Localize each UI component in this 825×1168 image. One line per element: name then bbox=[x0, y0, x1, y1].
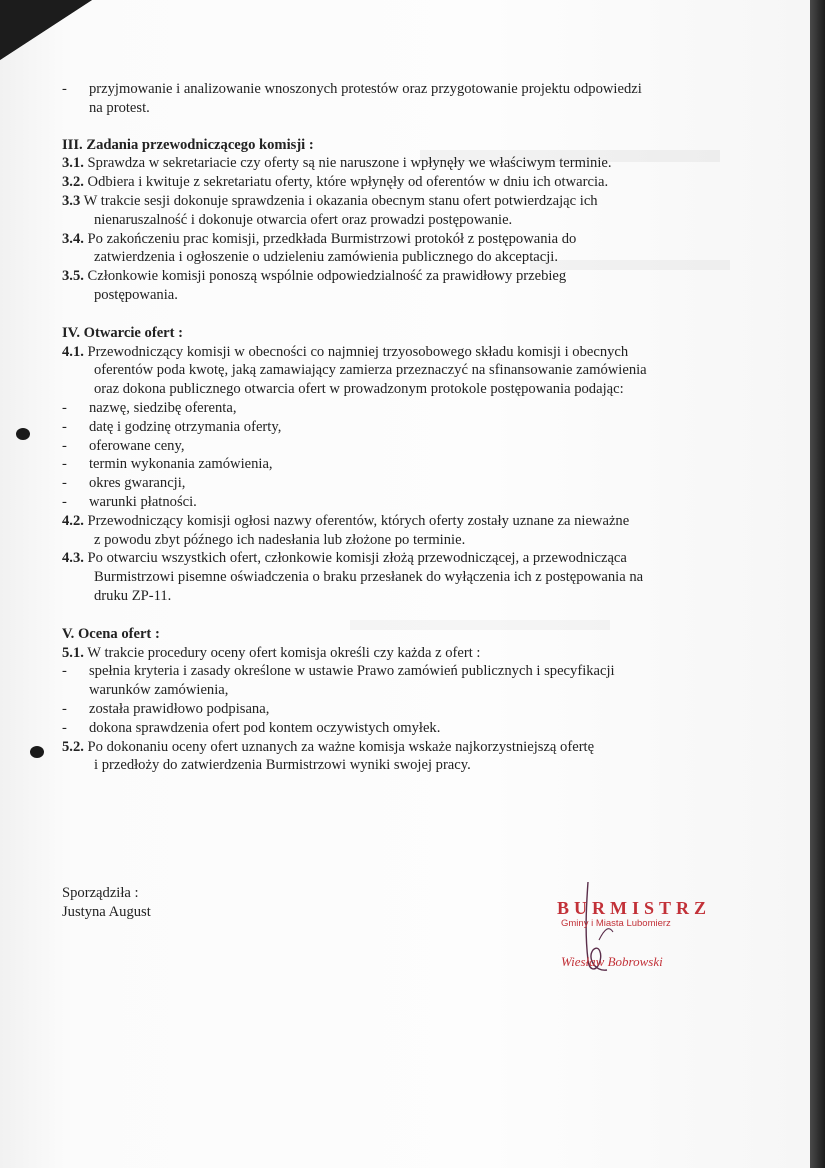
intro-line: przyjmowanie i analizowanie wnoszonych protestów oraz przygotowanie projektu odpowiedzi bbox=[89, 81, 642, 97]
bullet-text: spełnia kryteria i zasady określone w ustawie Prawo zamówień publicznych i specyfikacji bbox=[89, 663, 615, 680]
bullet-text: została prawidłowo podpisana, bbox=[89, 700, 270, 717]
intro-item: - przyjmowanie i analizowanie wnoszonych protestów oraz przygotowanie projektu odpowiedzi na protest. bbox=[62, 81, 642, 116]
item-text: nienaruszalność i dokonuje otwarcia ofert oraz prowadzi postępowanie. bbox=[94, 211, 513, 228]
item-number: 3.5. bbox=[62, 268, 84, 285]
item-text: oraz dokona publicznego otwarcia ofert w prowadzonym protokole postępowania podając: bbox=[94, 381, 624, 398]
item-number: 4.2. bbox=[62, 512, 84, 529]
section-4-heading: IV. Otwarcie ofert : bbox=[62, 324, 184, 341]
item-number: 3.1. bbox=[62, 155, 84, 172]
section-5: 5.1. W trakcie procedury oceny ofert komisja określi czy każda z ofert : - spełnia kryteria i zasady określone w ustawie Prawo zamówień publicznych i specyfikacji warunków zamówienia, - została prawidłowo podpisana, - dokona sprawdzenia ofert pod kontem oczywistych omyłek. 5.2. Po dokonaniu oceny ofert uznanych za ważne komisja wskaże najkorzystniejszą ofertę i przedłoży do zatwierdzenia Burmistrzowi wyniki swojej pracy. bbox=[62, 644, 615, 774]
section-3-heading: III. Zadania przewodniczącego komisji : bbox=[62, 136, 314, 153]
bullet-text: warunków zamówienia, bbox=[89, 682, 229, 699]
item-text: postępowania. bbox=[94, 286, 178, 303]
item-text: i przedłoży do zatwierdzenia Burmistrzowi wyniki swojej pracy. bbox=[94, 757, 471, 774]
item-text: Sprawdza w sekretariacie czy oferty są nie naruszone i wpłynęły we właściwym terminie. bbox=[87, 155, 612, 172]
punch-hole bbox=[16, 428, 30, 440]
bullet-text: oferowane ceny, bbox=[89, 437, 185, 454]
item-number: 5.1. bbox=[62, 644, 84, 661]
prepared-by-block bbox=[62, 884, 151, 922]
item-text: Po zakończeniu prac komisji, przedkłada Burmistrzowi protokół z postępowania do bbox=[87, 230, 577, 247]
item-text: druku ZP-11. bbox=[94, 587, 172, 604]
item-text: zatwierdzenia i ogłoszenie o udzieleniu zamówienia publicznego do akceptacji. bbox=[94, 249, 558, 266]
item-number: 4.1. bbox=[62, 343, 84, 360]
mayor-stamp bbox=[555, 898, 715, 978]
item-text: Odbiera i kwituje z sekretariatu oferty, które wpłynęły od oferentów w dniu ich otwarcia. bbox=[87, 174, 609, 191]
item-text: oferentów poda kwotę, jaką zamawiający zamierza przeznaczyć na sfinansowanie zamówienia bbox=[94, 362, 647, 379]
stamp-name: Wiesław Bobrowski bbox=[561, 954, 663, 969]
prepared-by-name: Justyna August bbox=[62, 904, 151, 920]
item-text: z powodu zbyt późnego ich nadesłania lub złożone po terminie. bbox=[94, 531, 466, 548]
section-5-heading: V. Ocena ofert : bbox=[62, 625, 160, 642]
item-text: Po dokonaniu oceny ofert uznanych za ważne komisja wskaże najkorzystniejszą ofertę bbox=[87, 738, 595, 755]
item-text: W trakcie sesji dokonuje sprawdzenia i okazania obecnym stanu ofert potwierdzając ich bbox=[83, 192, 598, 209]
stamp-subtitle: Gminy i Miasta Lubomierz bbox=[561, 918, 671, 929]
bullet-text: dokona sprawdzenia ofert pod kontem oczywistych omyłek. bbox=[89, 719, 441, 736]
page-edge-shadow bbox=[810, 0, 825, 1168]
item-text: W trakcie procedury oceny ofert komisja określi czy każda z ofert : bbox=[87, 644, 481, 661]
stamp-title: BURMISTRZ bbox=[557, 898, 712, 918]
handwritten-signature bbox=[555, 880, 715, 990]
item-number: 4.3. bbox=[62, 550, 84, 567]
prepared-by-label: Sporządziła : bbox=[62, 885, 139, 901]
item-number: 3.2. bbox=[62, 174, 84, 191]
section-3 bbox=[62, 154, 742, 304]
item-text: Przewodniczący komisji ogłosi nazwy oferentów, których oferty zostały uznane za nieważne bbox=[87, 512, 630, 529]
item-number: 5.2. bbox=[62, 738, 84, 755]
bullet-text: okres gwarancji, bbox=[89, 475, 186, 492]
bullet-text: warunki płatności. bbox=[89, 493, 197, 510]
item-number: 3.4. bbox=[62, 230, 84, 247]
item-number: 3.3 bbox=[62, 192, 81, 209]
item-text: Przewodniczący komisji w obecności co najmniej trzyosobowego składu komisji i obecnych bbox=[87, 343, 629, 360]
bullet-text: datę i godzinę otrzymania oferty, bbox=[89, 418, 282, 435]
item-text: Członkowie komisji ponoszą wspólnie odpowiedzialność za prawidłowy przebieg bbox=[87, 268, 567, 285]
document-body bbox=[62, 80, 742, 775]
intro-line: na protest. bbox=[89, 99, 150, 116]
item-text: Burmistrzowi pisemne oświadczenia o braku przesłanek do wyłączenia ich z postępowania na bbox=[94, 569, 644, 586]
section-4: 4.1. Przewodniczący komisji w obecności co najmniej trzyosobowego składu komisji i obecnych oferentów poda kwotę, jaką zamawiający zamierza przeznaczyć na sfinansowanie zamówienia oraz dokona publicznego otwarcia ofert w prowadzonym protokole postępowania podając: - nazwę, siedzibę oferenta, - datę i godzinę otrzymania oferty, - oferowane ceny, - termin wykonania zamówienia, - okres gwarancji, - warunki płatności. 4.2. Przewodniczący komisji ogłosi nazwy oferentów, których oferty zostały uznane za nieważne z powodu zbyt późnego ich nadesłania lub złożone po terminie. 4.3. Po otwarciu wszystkich ofert, członkowie komisji złożą przewodniczącej, a przewodnicząca Burmistrzowi pisemne oświadczenia o braku przesłanek do wyłączenia ich z postępowania na druku ZP-11. bbox=[62, 343, 647, 604]
item-text: Po otwarciu wszystkich ofert, członkowie komisji złożą przewodniczącej, a przewodnicząca bbox=[87, 550, 627, 567]
bullet-text: termin wykonania zamówienia, bbox=[89, 456, 273, 473]
bullet-text: nazwę, siedzibę oferenta, bbox=[89, 399, 237, 416]
punch-hole bbox=[30, 746, 44, 758]
